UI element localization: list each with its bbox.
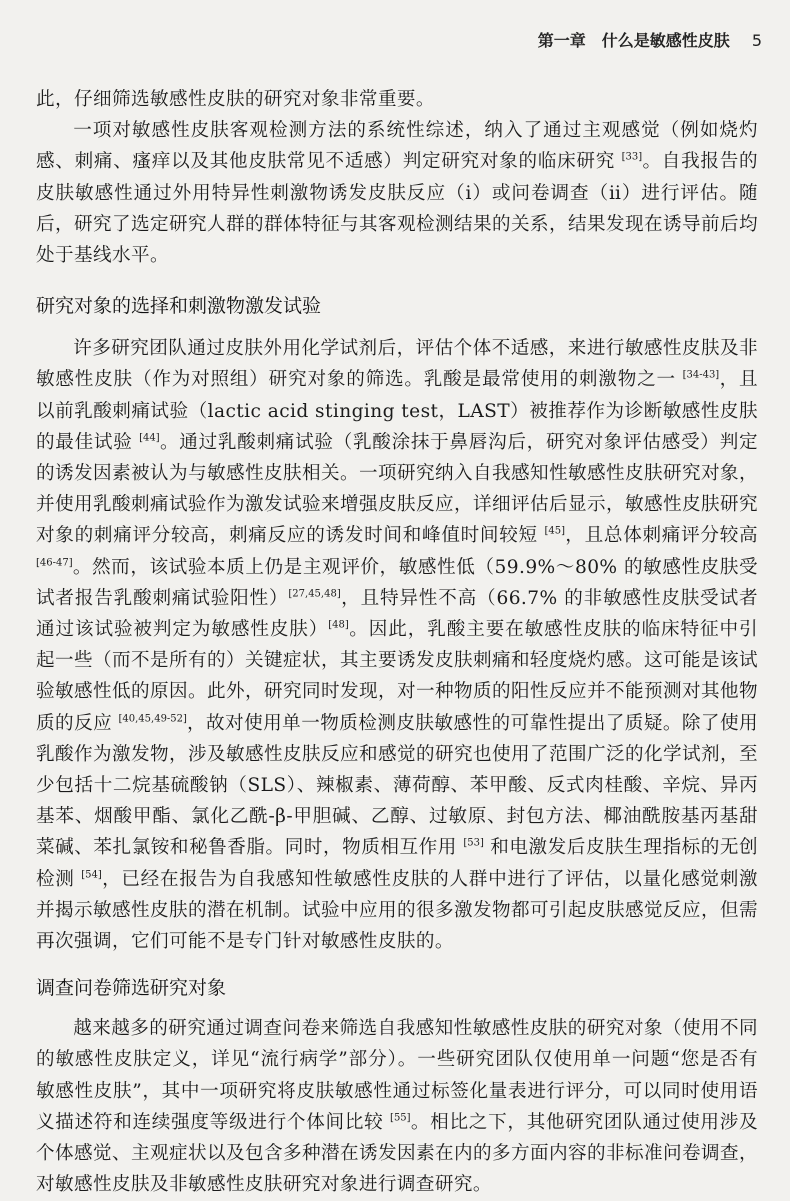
- citation-ref: [27,45,48]: [288, 588, 341, 600]
- text-run: ，且以前乳酸刺痛试验（lactic acid stinging test，LAST）被推荐作为诊断敏感性皮肤的最佳试验: [36, 369, 758, 453]
- text-run: ，故对使用单一物质检测皮肤敏感性的可靠性提出了质疑。除了使用乳酸作为激发物，涉及敏感性皮肤反应和感觉的研究也使用了范围广泛的化学试剂，至少包括十二烷基硫酸钠（SLS）、辣椒素、薄荷醇、苯甲酸、反式肉桂酸、辛烷、异丙基苯、烟酸甲酯、氯化乙酰-β-甲胆碱、乙醇、过敏原、封包方法、椰油酰胺基丙基甜菜碱、苯扎氯铵和秘鲁香脂。同时，物质相互作用: [36, 712, 758, 859]
- text-run: ，已经在报告为自我感知性敏感性皮肤的人群中进行了评估，以量化感觉刺激并揭示敏感性皮肤的潜在机制。试验中应用的很多激发物都可引起皮肤感觉反应，但需再次强调，它们可能不是专门针对敏感性皮肤的。: [36, 868, 758, 953]
- page-number: 5: [751, 31, 762, 50]
- citation-ref: [45]: [544, 525, 565, 537]
- text-run: 。因此，乳酸主要在敏感性皮肤的临床特征中引起一些（而不是所有的）关键症状，其主要诱发皮肤刺痛和轻度烧灼感。这可能是该试验敏感性低的原因。此外，研究同时发现，对一种物质的阳性反应并不能预测对其他物质的反应: [36, 619, 758, 734]
- paragraph: [36, 115, 758, 271]
- text-run: 。然而，该试验本质上仍是主观评价，敏感性低（59.9%～80% 的敏感性皮肤受试者报告乳酸刺痛试验阳性）: [36, 556, 758, 609]
- text-run: 。相比之下，其他研究团队通过使用涉及个体感觉、主观症状以及包含多种潜在诱发因素在内的多方面内容的非标准问卷调查，对敏感性皮肤及非敏感性皮肤研究对象进行调查研究。: [36, 1111, 759, 1196]
- citation-ref: [53]: [463, 837, 484, 849]
- text-run: ，且总体刺痛评分较高: [564, 525, 758, 547]
- page-body: [36, 84, 758, 1201]
- text-run: 和电激发后皮肤生理指标的无创检测: [36, 837, 758, 890]
- text-run: 一项对敏感性皮肤客观检测方法的系统性综述，纳入了通过主观感觉（例如烧灼感、刺痛、瘙痒以及其他皮肤常见不适感）判定研究对象的临床研究: [36, 120, 758, 173]
- paragraph: [36, 333, 758, 957]
- citation-ref: [40,45,49-52]: [118, 713, 187, 725]
- running-header: [538, 28, 762, 51]
- text-run: 。通过乳酸刺痛试验（乳酸涂抹于鼻唇沟后，研究对象评估感受）判定的诱发因素被认为与敏感性皮肤相关。一项研究纳入自我感知性敏感性皮肤研究对象，并使用乳酸刺痛试验作为激发试验来增强皮肤反应，详细评估后显示，敏感性皮肤研究对象的刺痛评分较高，刺痛反应的诱发时间和峰值时间较短: [36, 431, 758, 547]
- citation-ref: [55]: [390, 1112, 411, 1124]
- citation-ref: [54]: [81, 869, 102, 881]
- section-heading: 调查问卷筛选研究对象: [36, 977, 227, 1000]
- text-run: 。自我报告的皮肤敏感性通过外用特异性刺激物诱发皮肤反应（ⅰ）或问卷调查（ⅱ）进行评估。随后，研究了选定研究人群的群体特征与其客观检测结果的关系，结果发现在诱导前后均处于基线水平。: [36, 151, 758, 267]
- text-run: 越来越多的研究通过调查问卷来筛选自我感知性敏感性皮肤的研究对象（使用不同的敏感性皮肤定义，详见“流行病学”部分）。一些研究团队仅使用单一问题“您是否有敏感性皮肤”，其中一项研究将皮肤敏感性通过标签化量表进行评分，可以同时使用语义描述符和连续强度等级进行个体间比较: [36, 1018, 758, 1133]
- citation-ref: [44]: [139, 432, 160, 444]
- section-heading: 研究对象的选择和刺激物激发试验: [36, 295, 322, 318]
- citation-ref: [34-43]: [682, 369, 720, 381]
- text-run: 许多研究团队通过皮肤外用化学试剂后，评估个体不适感，来进行敏感性皮肤及非敏感性皮肤（作为对照组）研究对象的筛选。乳酸是最常使用的刺激物之一: [36, 338, 758, 391]
- paragraph: [36, 1013, 758, 1200]
- citation-ref: [33]: [621, 151, 643, 163]
- text-run: ，且特异性不高（66.7% 的非敏感性皮肤受试者通过该试验被判定为敏感性皮肤）: [36, 587, 758, 641]
- paragraph: 此，仔细筛选敏感性皮肤的研究对象非常重要。: [36, 89, 435, 110]
- citation-ref: [48]: [328, 619, 349, 631]
- citation-ref: [46-47]: [36, 557, 73, 569]
- chapter-title: 第一章 什么是敏感性皮肤: [537, 31, 730, 50]
